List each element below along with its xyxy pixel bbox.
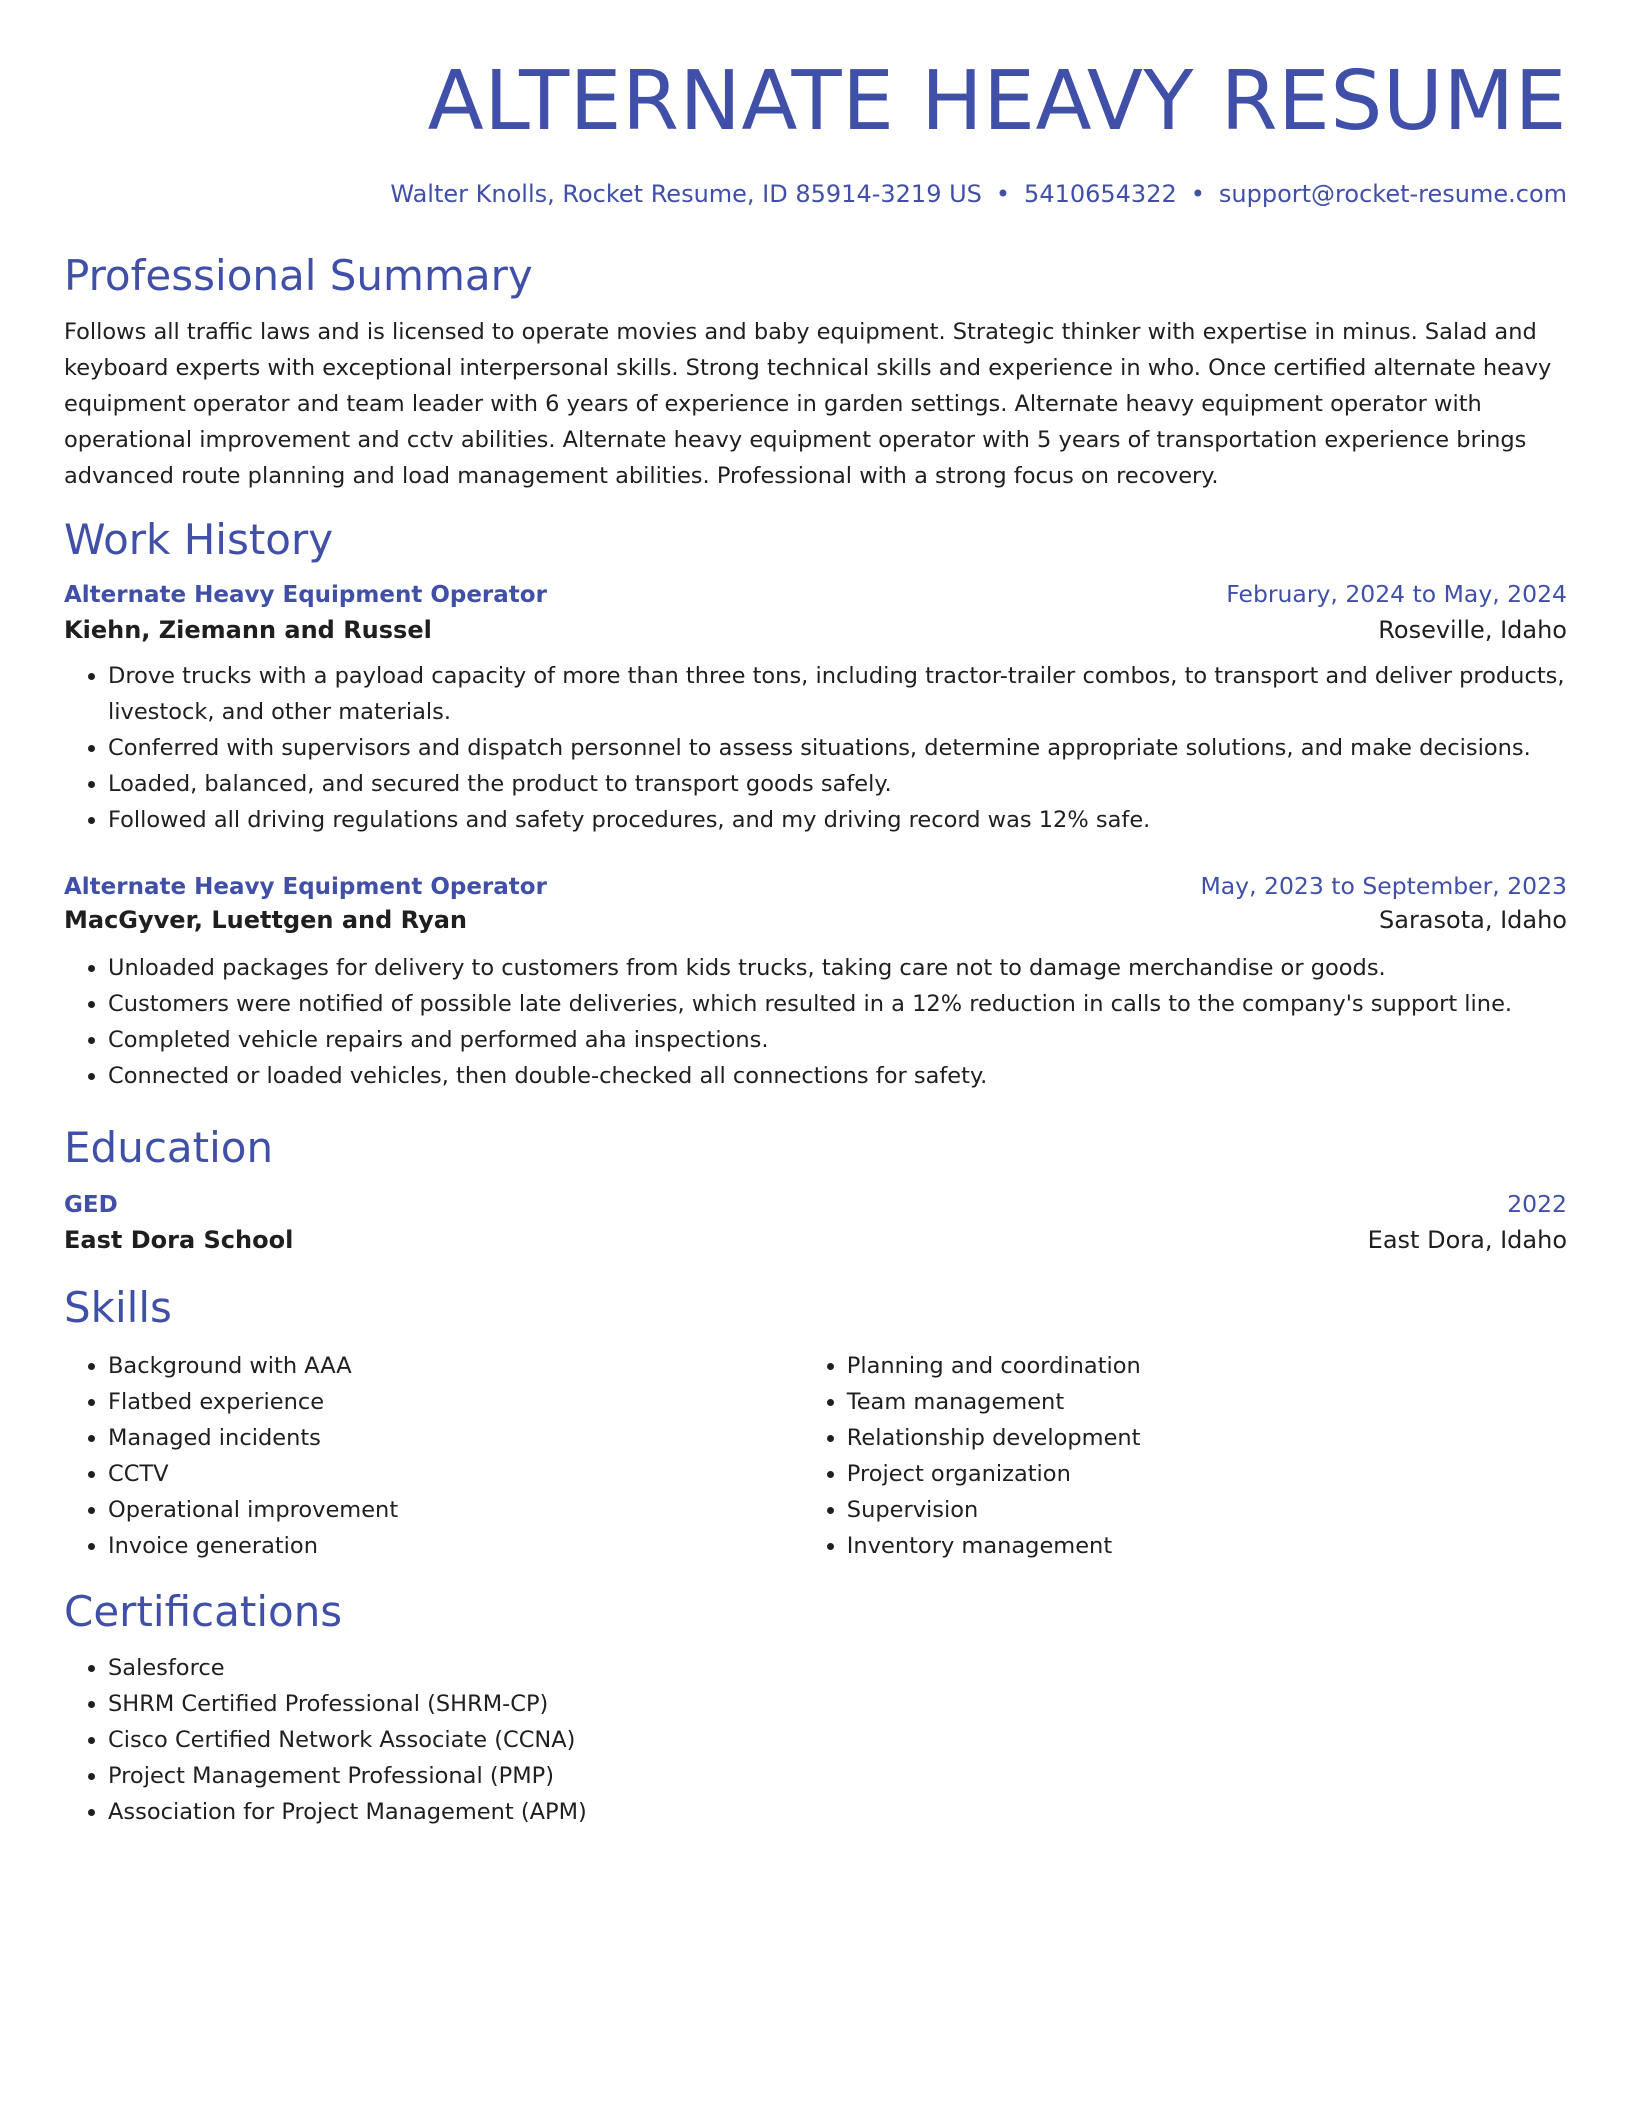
certification-item: • Project Management Professional (PMP) (108, 1758, 1567, 1794)
job-employer-row (64, 616, 1567, 644)
skill-item: • Team management (847, 1384, 1567, 1420)
education-heading: Education (64, 1123, 274, 1172)
job-entry (64, 872, 1567, 1094)
contact-line (64, 178, 1567, 210)
education-location: East Dora, Idaho (1367, 1226, 1567, 1254)
education-school: East Dora School (64, 1226, 294, 1254)
job-bullet: • Conferred with supervisors and dispatch personnel to assess situations, determine appropriate solutions, and make decisions. (108, 730, 1567, 766)
skills-section (64, 1282, 1567, 1564)
job-location: Sarasota, Idaho (1379, 906, 1567, 934)
work-heading: Work History (64, 515, 334, 564)
job-title: Alternate Heavy Equipment Operator (64, 582, 547, 608)
skills-list-right (803, 1348, 1567, 1564)
summary-text: Follows all traffic laws and is licensed to operate movies and baby equipment. Strategic thinker with expertise in minus. Salad and keyboard experts with exceptional interpersonal skills. Strong technical skills and experience in who. Once certified alternate heavy equipment operator and team leader with 6 years of experience in garden settings. Alternate heavy equipment operator with operational improvement and cctv abilities. Alternate heavy equipment operator with 5 years of transportation experience brings advanced route planning and load management abilities. Professional with a strong focus on recovery. (64, 319, 1552, 489)
job-bullets (64, 658, 1567, 838)
job-location: Roseville, Idaho (1378, 616, 1567, 644)
job-header-row (64, 872, 1567, 900)
education-header-row (64, 1190, 1567, 1218)
job-header-row (64, 580, 1567, 608)
certifications-list (64, 1650, 1567, 1830)
certification-item: • Cisco Certified Network Associate (CCNA) (108, 1722, 1567, 1758)
skill-item: • Flatbed experience (108, 1384, 803, 1420)
job-bullets (64, 950, 1567, 1094)
certifications-heading: Certifications (64, 1587, 343, 1636)
job-bullet: • Followed all driving regulations and safety procedures, and my driving record was 12% safe. (108, 802, 1567, 838)
contact-address: Walter Knolls, Rocket Resume, ID 85914-3219 US (390, 180, 982, 208)
resume-name: ALTERNATE HEAVY RESUME (427, 54, 1567, 149)
job-employer-row (64, 906, 1567, 934)
job-dates: May, 2023 to September, 2023 (1200, 872, 1567, 900)
skill-item: • Invoice generation (108, 1528, 803, 1564)
job-bullet: • Customers were notified of possible late deliveries, which resulted in a 12% reduction in calls to the company's support line. (108, 986, 1567, 1022)
skills-list-left (64, 1348, 803, 1564)
skills-columns (64, 1348, 1567, 1564)
education-section (64, 1122, 1567, 1254)
education-year: 2022 (1507, 1190, 1567, 1218)
job-bullet: • Unloaded packages for delivery to customers from kids trucks, taking care not to damage merchandise or goods. (108, 950, 1567, 986)
skill-item: • Managed incidents (108, 1420, 803, 1456)
certification-item: • Association for Project Management (APM) (108, 1794, 1567, 1830)
skill-item: • Background with AAA (108, 1348, 803, 1384)
skill-item: • Inventory management (847, 1528, 1567, 1564)
skills-heading: Skills (64, 1283, 172, 1332)
certifications-section (64, 1586, 1567, 1830)
job-bullet: • Drove trucks with a payload capacity of more than three tons, including tractor-trailer combos, to transport and deliver products, livestock, and other materials. (108, 658, 1567, 730)
contact-separator: • (1190, 180, 1205, 208)
job-entry (64, 580, 1567, 838)
skill-item: • Project organization (847, 1456, 1567, 1492)
job-bullet: • Loaded, balanced, and secured the product to transport goods safely. (108, 766, 1567, 802)
job-bullet: • Completed vehicle repairs and performed aha inspections. (108, 1022, 1567, 1058)
job-employer: Kiehn, Ziemann and Russel (64, 616, 432, 644)
education-school-row (64, 1226, 1567, 1254)
skill-item: • Relationship development (847, 1420, 1567, 1456)
contact-phone: 5410654322 (1024, 180, 1177, 208)
certification-item: • SHRM Certified Professional (SHRM-CP) (108, 1686, 1567, 1722)
job-bullet: • Connected or loaded vehicles, then double-checked all connections for safety. (108, 1058, 1567, 1094)
skill-item: • CCTV (108, 1456, 803, 1492)
skill-item: • Supervision (847, 1492, 1567, 1528)
job-dates: February, 2024 to May, 2024 (1226, 580, 1567, 608)
contact-email: support@rocket-resume.com (1218, 180, 1567, 208)
skill-item: • Planning and coordination (847, 1348, 1567, 1384)
education-degree: GED (64, 1192, 118, 1218)
summary-section (64, 250, 1567, 494)
job-employer: MacGyver, Luettgen and Ryan (64, 906, 467, 934)
skill-item: • Operational improvement (108, 1492, 803, 1528)
summary-heading: Professional Summary (64, 251, 533, 300)
contact-separator: • (995, 180, 1011, 208)
certification-item: • Salesforce (108, 1650, 1567, 1686)
work-section (64, 514, 1567, 1094)
job-title: Alternate Heavy Equipment Operator (64, 874, 547, 900)
